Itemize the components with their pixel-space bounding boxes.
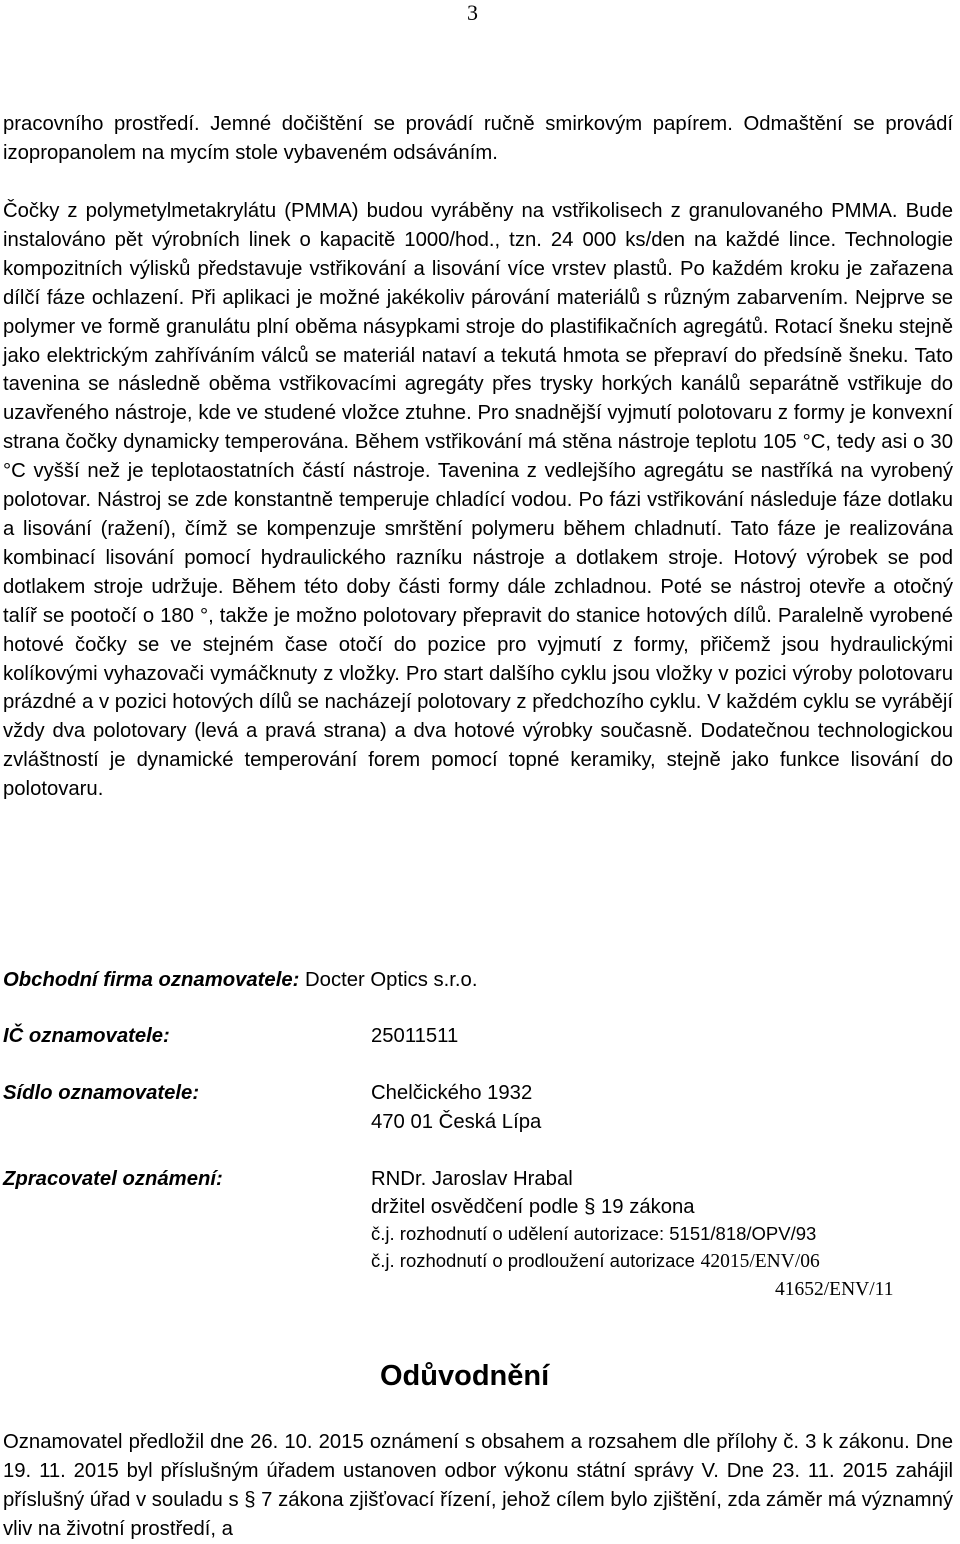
page-number: 3	[467, 0, 478, 25]
processor-certificate: držitel osvědčení podle § 19 zákona	[371, 1196, 695, 1218]
section-heading: Odůvodnění	[380, 1360, 550, 1392]
processor-authorization: č.j. rozhodnutí o udělení autorizace: 5151/818/OPV/93	[371, 1223, 817, 1244]
processor-extension	[371, 1247, 820, 1277]
company-row	[3, 966, 477, 995]
processor-row	[3, 1165, 953, 1194]
processor-name: RNDr. Jaroslav Hrabal	[371, 1168, 573, 1190]
ic-row	[3, 1022, 953, 1051]
seat-line1: Chelčického 1932	[371, 1082, 533, 1104]
processor-extension-ref2: 41652/ENV/11	[775, 1279, 894, 1300]
bottom-paragraph: Oznamovatel předložil dne 26. 10. 2015 oznámení s obsahem a rozsahem dle přílohy č. 3 k zákonu. Dne 19. 11. 2015 byl příslušným úřadem ustanoven odbor výkonu státní správy V. Dne 23. 11. 2015 zahájil příslušný úřad v souladu s § 7 zákona zjišťovací řízení, jehož cílem bylo zjištění, zda záměr má významný vliv na životní prostředí, a	[3, 1431, 953, 1540]
seat-label: Sídlo oznamovatele:	[3, 1082, 200, 1104]
ic-value: 25011511	[371, 1025, 459, 1047]
intro-paragraph: pracovního prostředí. Jemné dočištění se provádí ručně smirkovým papírem. Odmaštění se provádí izopropanolem na mycím stole vybaveném odsáváním.	[3, 113, 953, 164]
processor-extension-ref1: 42015/ENV/06	[700, 1251, 820, 1272]
processor-label: Zpracovatel oznámení:	[3, 1168, 223, 1190]
company-value: Docter Optics s.r.o.	[305, 969, 478, 991]
ic-label: IČ oznamovatele:	[3, 1025, 170, 1047]
seat-row	[3, 1079, 953, 1108]
company-label: Obchodní firma oznamovatele:	[3, 969, 300, 991]
main-paragraph: Čočky z polymetylmetakrylátu (PMMA) budou vyráběny na vstřikolisech z granulovaného PMMA. Bude instalováno pět výrobních linek o kapacitě 1000/hod., tzn. 24 000 ks/den na každé lince. Technologie kompozitních výlisků představuje vstřikování a lisování více vrstev plastů. Po každém kroku je zařazena dílčí fáze ochlazení. Při aplikaci je možné jakékoliv párování materiálů s různým zabarvením. Nejprve se polymer ve formě granulátu plní oběma násypkami stroje do plastifikačních agregátů. Rotací šneku stejně jako elektrickým zahříváním válců se materiál nataví a tekutá hmota se přepraví do předsíně šneku. Tato tavenina se následně oběma vstřikovacími agregáty přes trysky horkých kanálů separátně vstřikuje do uzavřeného nástroje, kde ve studené vložce ztuhne. Pro snadnější vyjmutí polotovaru z formy je konvexní strana čočky dynamicky temperována. Během vstřikování má stěna nástroje teplotu 105 °C, tedy asi o 30 °C vyšší než je teplotaostatních částí nástroje. Tavenina z vedlejšího agregátu se nastříká na vyrobený polotovar. Nástroj se zde konstantně temperuje chladící vodou. Po fázi vstřikování následuje fáze dotlaku a lisování (ražení), čímž se kompenzuje smrštění polymeru během chladnutí. Tato fáze je realizována kombinací lisování pomocí hydraulického razníku nástroje a dotlakem stroje. Hotový výrobek se pod dotlakem stroje udržuje. Během této doby části formy dále zchladnou. Poté se nástroj otevře a otočný talíř se pootočí o 180 °, takže je možno polotovary přepravit do stanice hotových dílů. Paralelně vyrobené hotové čočky se ve stejném čase otočí do pozice pro vyjmutí z formy, přičemž jsou hydraulickými kolíkovými vyhazovači vymáčknuty z vložky. Pro start dalšího cyklu jsou vložky v pozici výroby polotovaru prázdné a v pozici hotových dílů se nacházejí polotovary z předchozího cyklu. V každém cyklu se vyrábějí vždy dva polotovary (levá a pravá strana) a dva hotové výrobky současně. Dodatečnou technologickou zvláštností je dynamické temperování forem pomocí topné keramiky, stejně jako funkce lisování do polotovaru.	[3, 200, 953, 801]
processor-extension-text: č.j. rozhodnutí o prodloužení autorizace	[371, 1250, 695, 1271]
seat-line2: 470 01 Česká Lípa	[371, 1111, 542, 1133]
